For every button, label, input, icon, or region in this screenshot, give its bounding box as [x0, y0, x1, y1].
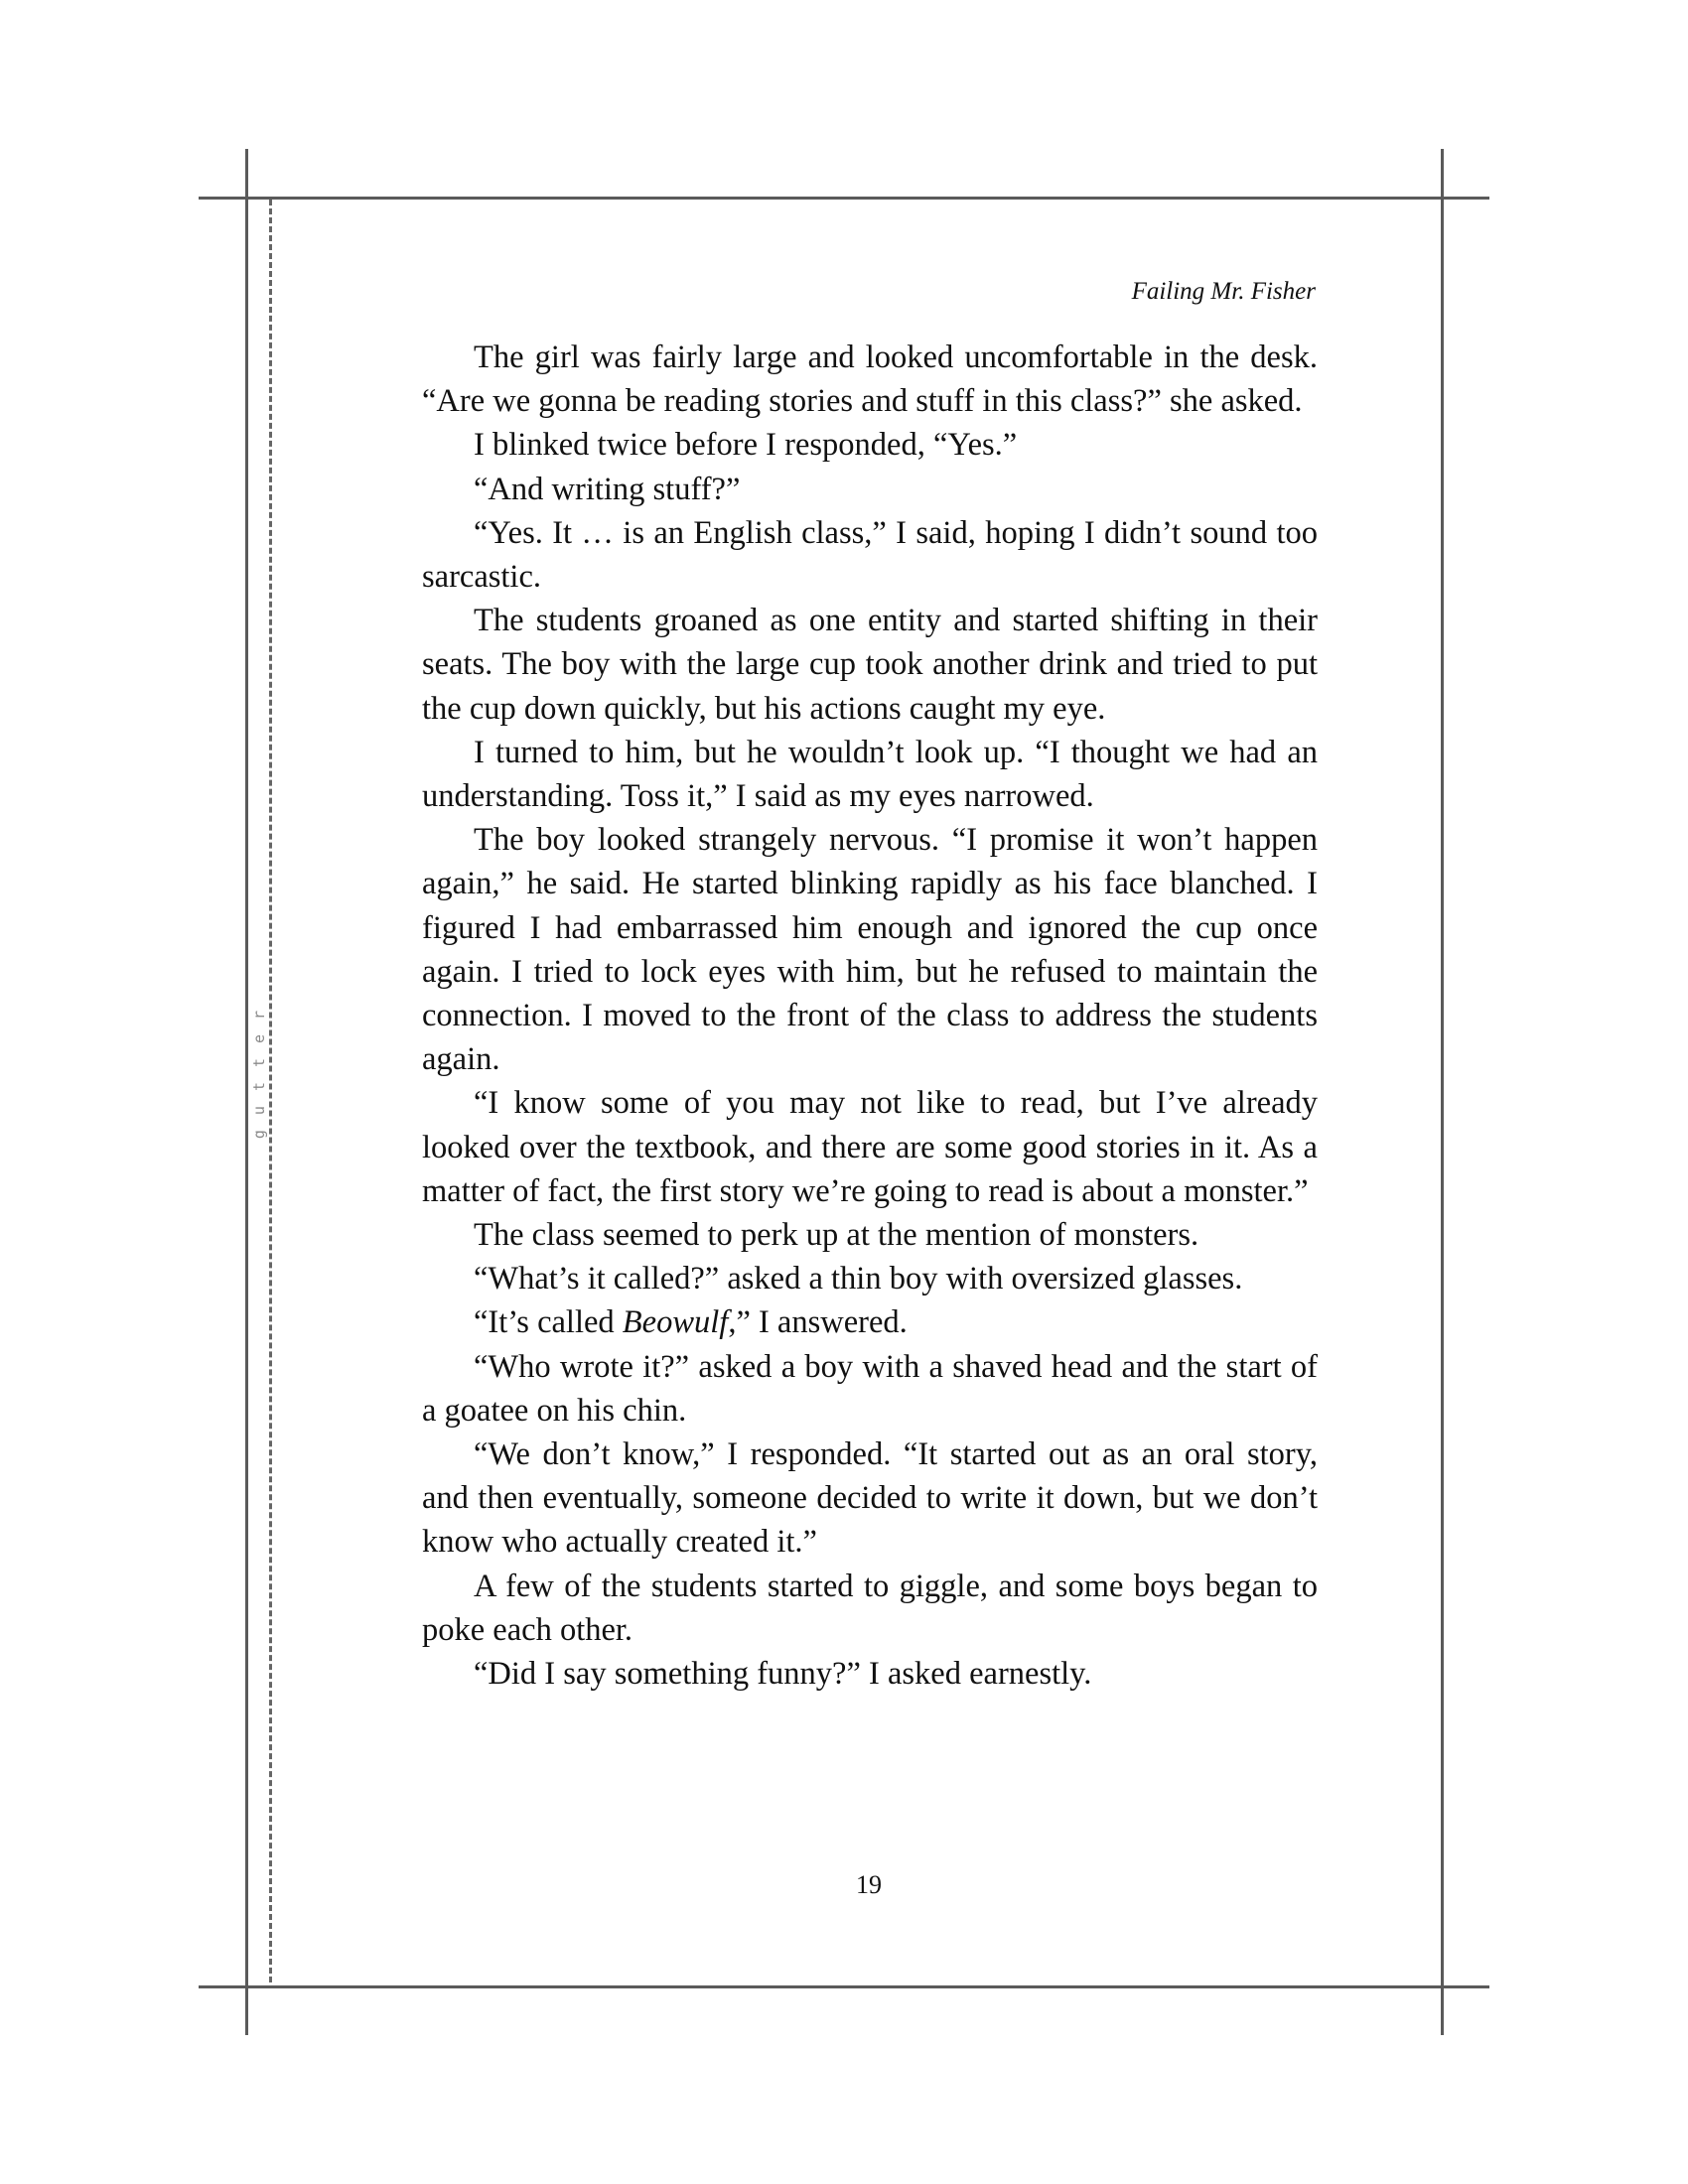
bottom-trim-line	[199, 1985, 1489, 1988]
paragraph: I blinked twice before I responded, “Yes.”	[474, 427, 1018, 464]
paragraph-text: ,” I answered.	[728, 1304, 908, 1341]
paragraph: A few of the students started to giggle, and some boys began to poke each other.	[422, 1568, 1318, 1648]
top-trim-line	[199, 197, 1489, 200]
page-body	[422, 336, 1318, 1696]
paragraph-text: “It’s called	[474, 1304, 623, 1341]
paragraph: “Did I say something funny?” I asked earnestly.	[474, 1656, 1092, 1693]
gutter-label	[244, 968, 274, 1166]
paragraph: The students groaned as one entity and started shifting in their seats. The boy with the large cup took another drink and tried to put the cup down quickly, but his actions caught my eye.	[422, 603, 1318, 727]
running-head: Failing Mr. Fisher	[1131, 278, 1316, 305]
paragraph: “What’s it called?” asked a thin boy with oversized glasses.	[474, 1261, 1243, 1297]
book-title-italic: Beowulf	[622, 1304, 729, 1341]
paragraph: “I know some of you may not like to read, but I’ve already looked over the textbook, and there are some good stories in it. As a matter of fact, the first story we’re going to read is about a monster.”	[422, 1085, 1318, 1209]
paragraph: “We don’t know,” I responded. “It started out as an oral story, and then eventually, someone decided to write it down, but we don’t know who actually created it.”	[422, 1436, 1318, 1561]
paragraph: The boy looked strangely nervous. “I promise it won’t happen again,” he said. He started blinking rapidly as his face blanched. I figured I had embarrassed him enough and ignored the cup once again. I tried to lock eyes with him, but he refused to maintain the connection. I moved to the front of the class to address the students again.	[422, 822, 1318, 1078]
paragraph: The class seemed to perk up at the mention of monsters.	[474, 1217, 1199, 1254]
paragraph: “Who wrote it?” asked a boy with a shaved head and the start of a goatee on his chin.	[422, 1348, 1318, 1429]
paragraph: “Yes. It … is an English class,” I said, hoping I didn’t sound too sarcastic.	[422, 514, 1318, 596]
paragraph: I turned to him, but he wouldn’t look up. “I thought we had an understanding. Toss it,” I said as my eyes narrowed.	[422, 734, 1318, 815]
paragraph: The girl was fairly large and looked uncomfortable in the desk. “Are we gonna be reading stories and stuff in this class?” she asked.	[422, 340, 1318, 420]
page-number: 19	[856, 1870, 882, 1899]
paragraph: “And writing stuff?”	[474, 471, 741, 507]
right-trim-line	[1441, 149, 1444, 2035]
gutter-label-text: gutter	[250, 995, 268, 1140]
paragraph-with-title	[422, 1300, 1318, 1344]
